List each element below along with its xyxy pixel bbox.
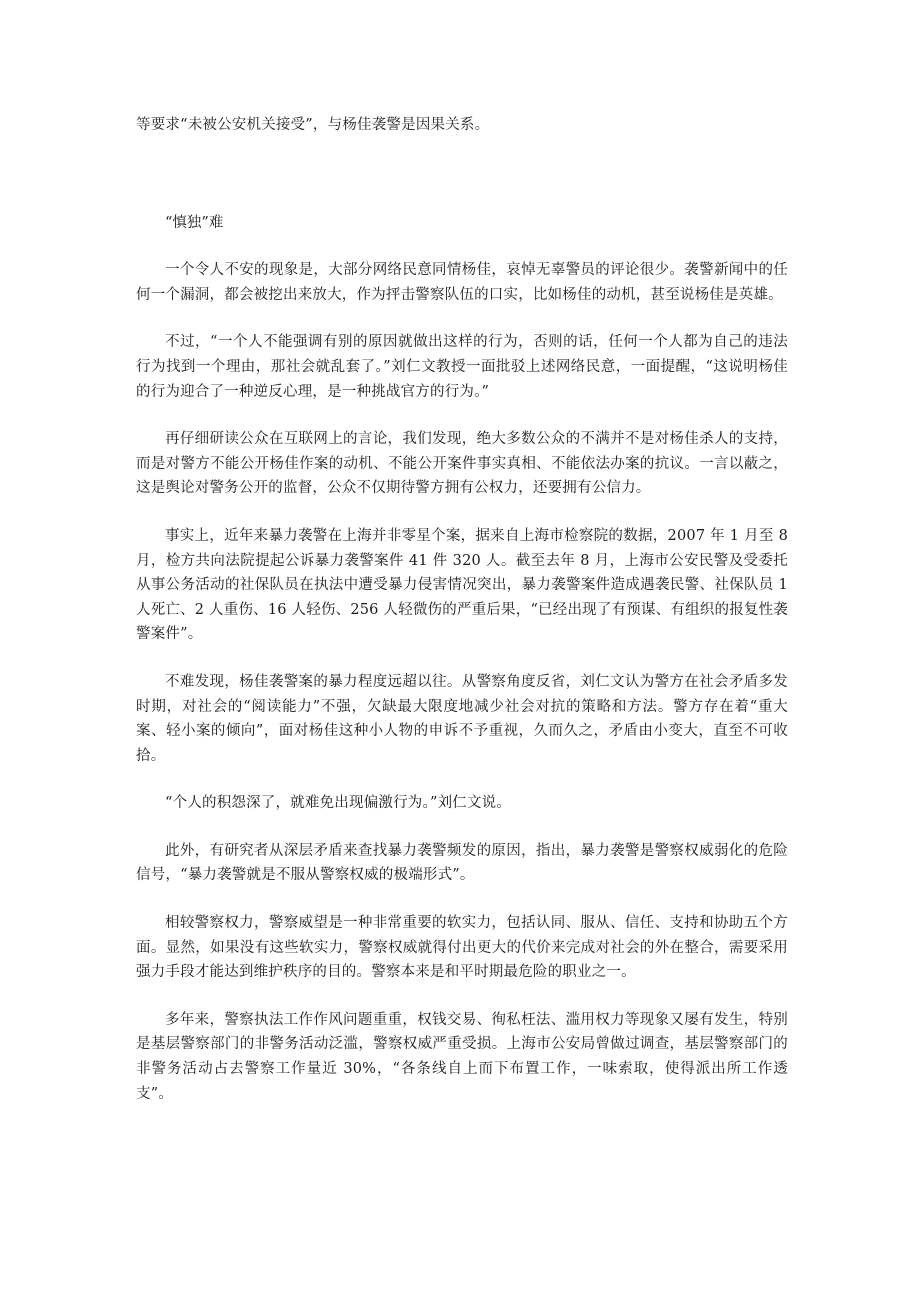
paragraph-9: 多年来，警察执法工作作风问题重重，权钱交易、徇私枉法、滥用权力等现象又屡有发生，特别是基层警察部门的非警务活动泛滥，警察权威严重受损。上海市公安局曾做过调查，基层警察部门的非警务活动占去警察工作量近 30%，“各条线自上而下布置工作，一味索取，使得派出所工作透支”。 bbox=[136, 1011, 788, 1102]
paragraph-5: 不难发现，杨佳袭警案的暴力程度远超以往。从警察角度反省，刘仁文认为警方在社会矛盾多发时期，对社会的“阅读能力”不强，欠缺最大限度地减少社会对抗的策略和方法。警方存在着“重大案、轻小案的倾向”，面对杨佳这种小人物的申诉不予重视，久而久之，矛盾由小变大，直至不可收拾。 bbox=[136, 673, 788, 764]
paragraph-6: “个人的积怨深了，就难免出现偏激行为。”刘仁文说。 bbox=[165, 795, 512, 812]
paragraph-2: 不过，“一个人不能强调有别的原因就做出这样的行为，否则的话，任何一个人都为自己的违法行为找到一个理由，那社会就乱套了。”刘仁文教授一面批驳上述网络民意，一面提醒，“这说明杨佳的行为迎合了一种逆反心理，是一种挑战官方的行为。” bbox=[136, 334, 788, 400]
article-body bbox=[136, 113, 788, 1106]
section-heading: “慎独”难 bbox=[165, 214, 224, 231]
paragraph-8: 相较警察权力，警察威望是一种非常重要的软实力，包括认同、服从、信任、支持和协助五个方面。显然，如果没有这些软实力，警察权威就得付出更大的代价来完成对社会的外在整合，需要采用强力手段才能达到维护秩序的目的。警察本来是和平时期最危险的职业之一。 bbox=[136, 915, 788, 981]
paragraph-3: 再仔细研读公众在互联网上的言论，我们发现，绝大多数公众的不满并不是对杨佳杀人的支持，而是对警方不能公开杨佳作案的动机、不能公开案件事实真相、不能依法办案的抗议。一言以蔽之，这是舆论对警务公开的监督，公众不仅期待警方拥有公权力，还要拥有公信力。 bbox=[136, 431, 788, 497]
paragraph-1: 一个令人不安的现象是，大部分网络民意同情杨佳，哀悼无辜警员的评论很少。袭警新闻中的任何一个漏洞，都会被挖出来放大，作为抨击警察队伍的口实，比如杨佳的动机，甚至说杨佳是英雄。 bbox=[136, 262, 788, 303]
intro-fragment: 等要求“未被公安机关接受”，与杨佳袭警是因果关系。 bbox=[136, 117, 490, 133]
paragraph-7: 此外，有研究者从深层矛盾来查找暴力袭警频发的原因，指出，暴力袭警是警察权威弱化的危险信号，“暴力袭警就是不服从警察权威的极端形式”。 bbox=[136, 842, 788, 884]
paragraph-4: 事实上，近年来暴力袭警在上海并非零星个案，据来自上海市检察院的数据，2007 年 1 月至 8 月，检方共向法院提起公诉暴力袭警案件 41 件 320 人。截至去年 8 月，上海市公安民警及受委托从事公务活动的社保队员在执法中遭受暴力侵害情况突出，暴力袭警案件造成遇袭民警、社保队员 1 人死亡、2 人重伤、16 人轻伤、256 人轻微伤的严重后果，“已经出现了有预谋、有组织的报复性袭警案件”。 bbox=[136, 527, 788, 643]
